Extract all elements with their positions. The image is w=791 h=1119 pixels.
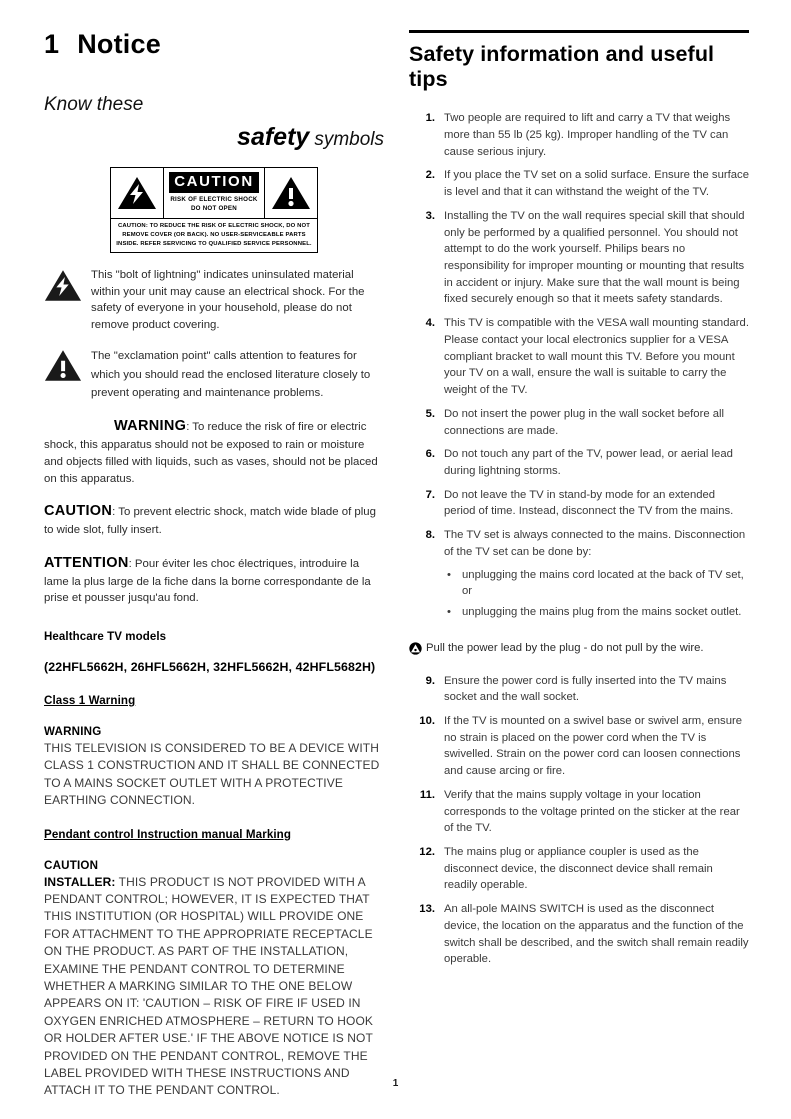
list-item	[409, 487, 749, 520]
bullet-icon: •	[447, 605, 451, 618]
caution-label-box	[110, 167, 318, 253]
list-item	[409, 167, 749, 200]
power-lead-callout-text: Pull the power lead by the plug - do not pull by the wire.	[426, 641, 704, 654]
list-item-text: The mains plug or appliance coupler is used as the disconnect device, the disconnect device shall remain readily operable.	[444, 845, 713, 892]
healthcare-heading: Healthcare TV models	[44, 630, 167, 643]
installer-label: INSTALLER:	[44, 874, 116, 889]
list-item-number: 8.	[425, 529, 435, 542]
list-item-text: This TV is compatible with the VESA wall mounting standard. Please contact your local electronics supplier for a VESA compliant bracket to wall mount this TV. Before you mount your TV on a wall, ensure the wall is suitable to carry the weight of the TV.	[444, 317, 749, 397]
list-item-text: If you place the TV set on a solid surface. Ensure the surface is level and that it can withstand the weight of the TV.	[444, 169, 749, 199]
caution-paragraph	[44, 501, 384, 539]
symbols-word: symbols	[314, 129, 384, 151]
attention-paragraph	[44, 553, 384, 607]
exclamation-triangle-icon	[264, 168, 317, 218]
warning-triangle-circle-icon	[409, 641, 426, 661]
power-lead-callout	[409, 641, 749, 661]
list-item-text: Do not touch any part of the TV, power lead, or aerial lead during lightning storms.	[444, 448, 733, 477]
list-item-number: 3.	[425, 209, 435, 222]
list-item-text: Verify that the mains supply voltage in your location corresponds to the voltage printed on the sticker at the rear of the TV.	[444, 788, 740, 835]
bolt-paragraph-block	[44, 267, 384, 333]
list-item-text: Ensure the power cord is fully inserted into the TV mains socket and the wall socket.	[444, 674, 727, 704]
list-item-text	[444, 527, 749, 625]
list-item	[409, 673, 749, 706]
list-item-number: 4.	[425, 317, 435, 330]
sub-list-item-text: unplugging the mains plug from the mains socket outlet.	[462, 605, 742, 618]
model-numbers: (22HFL5662H, 26HFL5662H, 32HFL5662H, 42HFL5682H)	[44, 659, 376, 674]
caution-label-top	[111, 168, 317, 219]
list-item	[409, 527, 749, 625]
caution-label: CAUTION	[44, 503, 113, 520]
caution-risk-line-2: DO NOT OPEN	[190, 204, 238, 212]
lightning-bolt-triangle-icon	[44, 267, 91, 333]
bolt-paragraph-text: This "bolt of lightning" indicates uninsulated material within your unit may cause an electrical shock. For the safety of everyone in your household, please do not remove product covering.	[91, 269, 365, 331]
header-rule	[409, 30, 749, 33]
safety-list-part-2	[409, 673, 749, 969]
exclamation-paragraph-block	[44, 347, 384, 402]
exclamation-triangle-icon	[44, 347, 91, 402]
caution-paragraph-text: : To prevent electric shock, match wide blade of plug to wide slot, fully insert.	[44, 506, 376, 537]
sub-list-item	[444, 604, 749, 621]
list-item-text: Two people are required to lift and carry a TV that weighs more than 55 lb (25 kg). Improper handling of the TV can cause serious injury.	[444, 112, 731, 158]
safety-symbols-line	[44, 124, 384, 152]
sub-list-item	[444, 567, 749, 600]
bullet-icon: •	[447, 568, 451, 581]
lightning-bolt-triangle-icon	[111, 168, 164, 218]
caution-label-center	[164, 168, 264, 218]
warning-heading: WARNING	[44, 725, 102, 739]
list-item	[409, 315, 749, 399]
list-item	[409, 208, 749, 308]
list-item	[409, 446, 749, 479]
caution-risk-line-1: RISK OF ELECTRIC SHOCK	[170, 195, 258, 203]
left-column	[44, 30, 384, 1100]
list-item	[409, 110, 749, 160]
page-number: 1	[392, 1078, 399, 1089]
class-1-body-text: THIS TELEVISION IS CONSIDERED TO BE A DEVICE WITH CLASS 1 CONSTRUCTION AND IT SHALL BE CONNECTED TO A MAINS SOCKET OUTLET WITH A PROTECTIVE EARTHING CONNECTION.	[44, 741, 380, 808]
know-these-text: Know these	[44, 93, 144, 115]
disconnection-sub-list	[444, 567, 749, 621]
list-item	[409, 787, 749, 837]
warning-label: WARNING	[114, 418, 187, 435]
right-column	[409, 30, 749, 975]
exclamation-paragraph-text: The "exclamation point" calls attention to features for which you should read the enclosed literature closely to prevent operating and maintenance problems.	[91, 350, 371, 399]
list-item-number: 1.	[425, 112, 435, 125]
sub-list-item-text: unplugging the mains cord located at the back of TV set, or	[462, 568, 744, 598]
installer-body-text: THIS PRODUCT IS NOT PROVIDED WITH A PENDANT CONTROL; HOWEVER, IT IS EXPECTED THAT THIS INSTITUTION (OR HOSPITAL) WILL PROVIDE ONE FOR ATTACHMENT TO THE APPROPRIATE RECEPTACLE ON THE PRODUCT. AS PART OF THE INSTALLATION, EXAMINE THE PENDANT CONTROL TO DETERMINE WHETHER A MARKING SIMILAR TO THE ONE BELOW APPEARS ON IT: 'CAUTION – RISK OF FIRE IF USED IN OXYGEN ENRICHED ATMOSPHERE – RETURN TO HOOK OR HOLDER AFTER USE.' IF THE ABOVE NOTICE IS NOT PROVIDED ON THE PENDANT CONTROL, REMOVE THE LABEL PROVIDED WITH THESE INSTRUCTIONS AND ATTACH IT TO THE PENDANT CONTROL.	[44, 874, 374, 1098]
list-item-text: An all-pole MAINS SWITCH is used as the disconnect device, the location on the apparatus and the function of the switch shall be described, and the switch shall remain readily operable.	[444, 903, 749, 966]
caution-label-bottom-text: CAUTION: TO REDUCE THE RISK OF ELECTRIC SHOCK, DO NOT REMOVE COVER (OR BACK). NO USER-SERVICEABLE PARTS INSIDE. REFER SERVICING TO QUALIFIED SERVICE PERSONNEL.	[116, 222, 312, 248]
list-item-text: Installing the TV on the wall requires special skill that should only be performed by a qualified personnel. You should not attempt to do the work yourself. Philips bears no responsibility for improper mounting or mounting that results in accident or injury. Make sure that the wall mount is being fixed securely enough so that it meets safety standards.	[444, 209, 745, 306]
attention-paragraph-text: : Pour éviter les choc électriques, introduire la lame la plus large de la fiche dans la borne correspondante de la prise et pousser jusqu'au fond.	[44, 557, 371, 605]
list-item-text: Do not leave the TV in stand-by mode for an extended period of time. Instead, disconnect the TV from the mains.	[444, 488, 734, 518]
warning-paragraph-text: : To reduce the risk of fire or electric shock, this apparatus should not be exposed to rain or moisture and objects filled with liquids, such as vases, should not be placed on this apparatus.	[44, 421, 378, 485]
class-1-warning-heading: Class 1 Warning	[44, 694, 136, 708]
list-item-number: 2.	[425, 169, 435, 182]
chapter-number: 1	[44, 29, 60, 59]
list-item-number: 11.	[419, 788, 435, 801]
list-item	[409, 713, 749, 780]
list-item-number: 12.	[419, 845, 435, 858]
list-item-number: 10.	[419, 714, 435, 727]
list-item-text: Do not insert the power plug in the wall socket before all connections are made.	[444, 407, 725, 437]
pendant-control-heading: Pendant control Instruction manual Marking	[44, 827, 292, 841]
list-item-text: If the TV is mounted on a swivel base or swivel arm, ensure no strain is placed on the power cord when the TV is swivelled. Strain on the power cord can loosen connections and cause arcing or fire.	[444, 714, 743, 778]
attention-label: ATTENTION	[44, 554, 129, 571]
list-item	[409, 901, 749, 968]
caution-heading: CAUTION	[44, 858, 99, 872]
warning-paragraph	[44, 416, 384, 487]
list-item	[409, 406, 749, 439]
list-item-number: 6.	[425, 448, 435, 461]
list-item-number: 9.	[425, 674, 435, 687]
list-item-number: 7.	[425, 488, 435, 501]
safety-list-part-1	[409, 110, 749, 624]
list-item-number: 5.	[425, 407, 435, 420]
installer-paragraph	[44, 874, 384, 1100]
list-item-intro: The TV set is always connected to the mains. Disconnection of the TV set can be done by:	[444, 529, 746, 558]
chapter-heading	[44, 30, 384, 60]
chapter-title: Notice	[77, 29, 161, 59]
safety-info-title: Safety information and useful tips	[409, 42, 715, 92]
list-item-number: 13.	[419, 903, 435, 916]
caution-word: CAUTION	[169, 172, 259, 193]
list-item	[409, 844, 749, 894]
safety-word: safety	[237, 123, 310, 152]
